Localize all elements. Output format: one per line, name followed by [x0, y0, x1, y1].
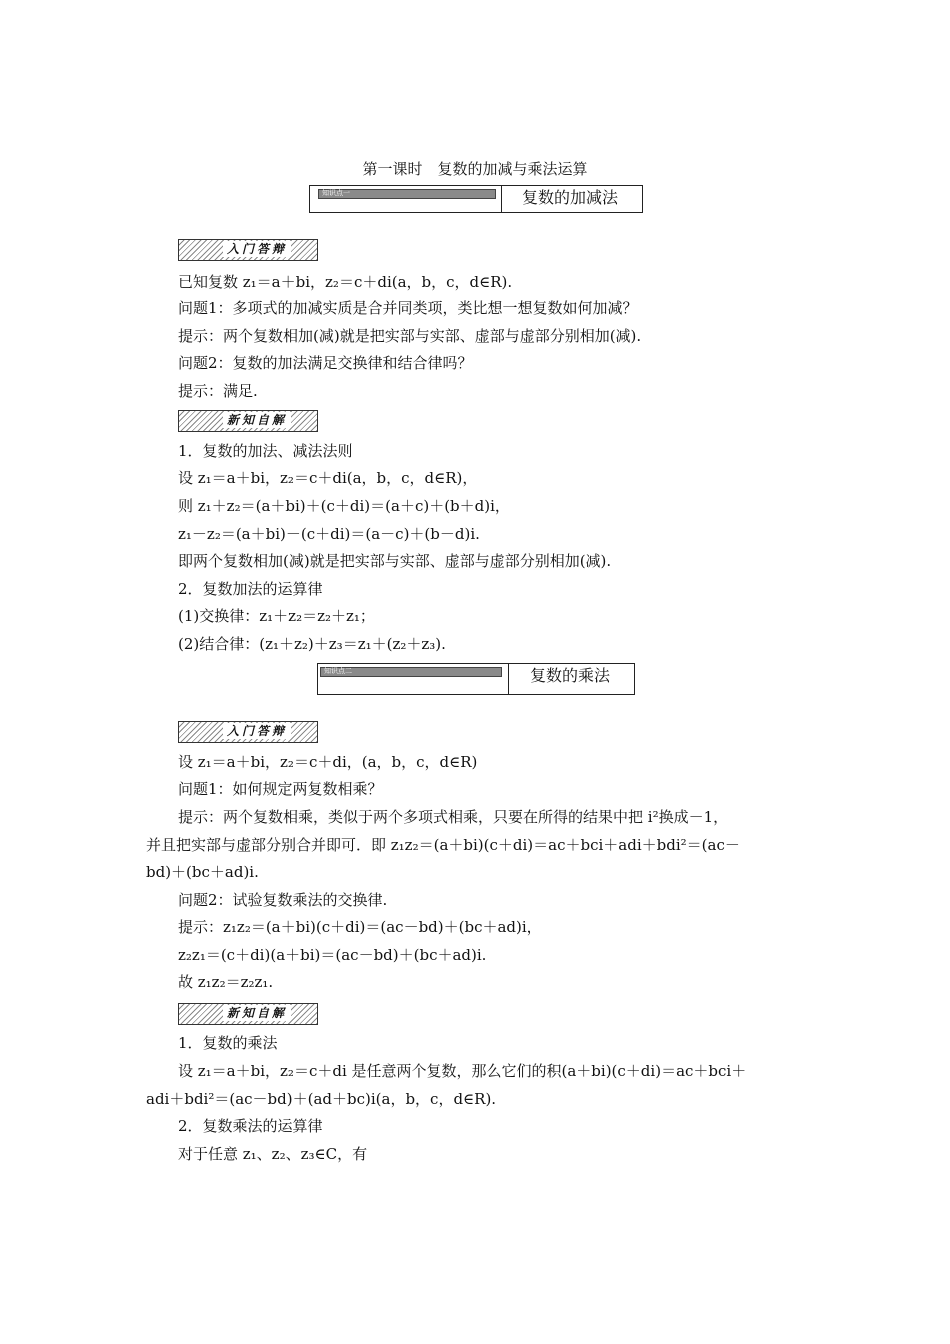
knowledge-point-1-label-cell	[310, 186, 502, 212]
knowledge-point-1-tag: 知识点一	[318, 189, 496, 199]
text-line: 对于任意 z₁、z₂、z₃∈C，有	[178, 1145, 368, 1163]
text-line: 故 z₁z₂＝z₂z₁.	[178, 973, 274, 991]
intro-qa-banner-2: 入门答辩	[178, 721, 318, 743]
text-line: z₁－z₂＝(a＋bi)－(c＋di)＝(a－c)＋(b－d)i.	[178, 525, 480, 543]
text-line: 设 z₁＝a＋bi，z₂＝c＋di(a，b，c，d∈R)，	[178, 469, 478, 487]
text-line: 即两个复数相加(减)就是把实部与实部、虚部与虚部分别相加(减).	[178, 552, 612, 570]
text-line: 2．复数乘法的运算律	[178, 1117, 323, 1135]
text-line: 设 z₁＝a＋bi，z₂＝c＋di，(a，b，c，d∈R)	[178, 753, 478, 771]
text-line: 提示：满足.	[178, 382, 258, 400]
text-line: 问题1：多项式的加减实质是合并同类项，类比想一想复数如何加减？	[178, 299, 638, 317]
text-line: 提示：两个复数相乘，类似于两个多项式相乘，只要在所得的结果中把 i²换成－1，	[178, 808, 729, 826]
text-line: (2)结合律：(z₁＋z₂)＋z₃＝z₁＋(z₂＋z₃).	[178, 635, 446, 653]
text-line: 则 z₁＋z₂＝(a＋bi)＋(c＋di)＝(a＋c)＋(b＋d)i，	[178, 497, 510, 515]
knowledge-point-2-title: 复数的乘法	[530, 666, 611, 685]
text-line: (1)交换律：z₁＋z₂＝z₂＋z₁；	[178, 607, 375, 625]
text-line: adi＋bdi²＝(ac－bd)＋(ad＋bc)i(a，b，c，d∈R).	[146, 1090, 497, 1108]
text-line: 提示：z₁z₂＝(a＋bi)(c＋di)＝(ac－bd)＋(bc＋ad)i，	[178, 918, 542, 936]
text-line: 1．复数的加法、减法法则	[178, 442, 353, 460]
knowledge-point-2-tag: 知识点二	[320, 667, 502, 677]
page-title: 第一课时 复数的加减与乘法运算	[362, 160, 588, 178]
knowledge-point-2-box	[317, 663, 635, 695]
text-line: 问题1：如何规定两复数相乘？	[178, 780, 383, 798]
text-line: z₂z₁＝(c＋di)(a＋bi)＝(ac－bd)＋(bc＋ad)i.	[178, 946, 487, 964]
knowledge-point-1-box	[309, 185, 643, 213]
text-line: 问题2：试验复数乘法的交换律.	[178, 891, 388, 909]
new-knowledge-banner-2: 新知自解	[178, 1003, 318, 1025]
text-line: 1．复数的乘法	[178, 1034, 278, 1052]
text-line: 2．复数加法的运算律	[178, 580, 323, 598]
text-line: 设 z₁＝a＋bi，z₂＝c＋di 是任意两个复数，那么它们的积(a＋bi)(c＋di)＝ac＋bci＋	[178, 1062, 747, 1080]
text-line: bd)＋(bc＋ad)i.	[146, 863, 259, 881]
text-line: 问题2：复数的加法满足交换律和结合律吗？	[178, 354, 473, 372]
text-line: 并且把实部与虚部分别合并即可．即 z₁z₂＝(a＋bi)(c＋di)＝ac＋bci＋adi＋bdi²＝(ac－	[146, 836, 740, 854]
intro-qa-banner: 入门答辩	[178, 239, 318, 261]
text-line: 提示：两个复数相加(减)就是把实部与实部、虚部与虚部分别相加(减).	[178, 327, 642, 345]
knowledge-point-1-title: 复数的加减法	[522, 188, 619, 207]
text-line: 已知复数 z₁＝a＋bi，z₂＝c＋di(a，b，c，d∈R).	[178, 273, 513, 291]
new-knowledge-banner: 新知自解	[178, 410, 318, 432]
knowledge-point-2-label-cell	[318, 664, 509, 694]
